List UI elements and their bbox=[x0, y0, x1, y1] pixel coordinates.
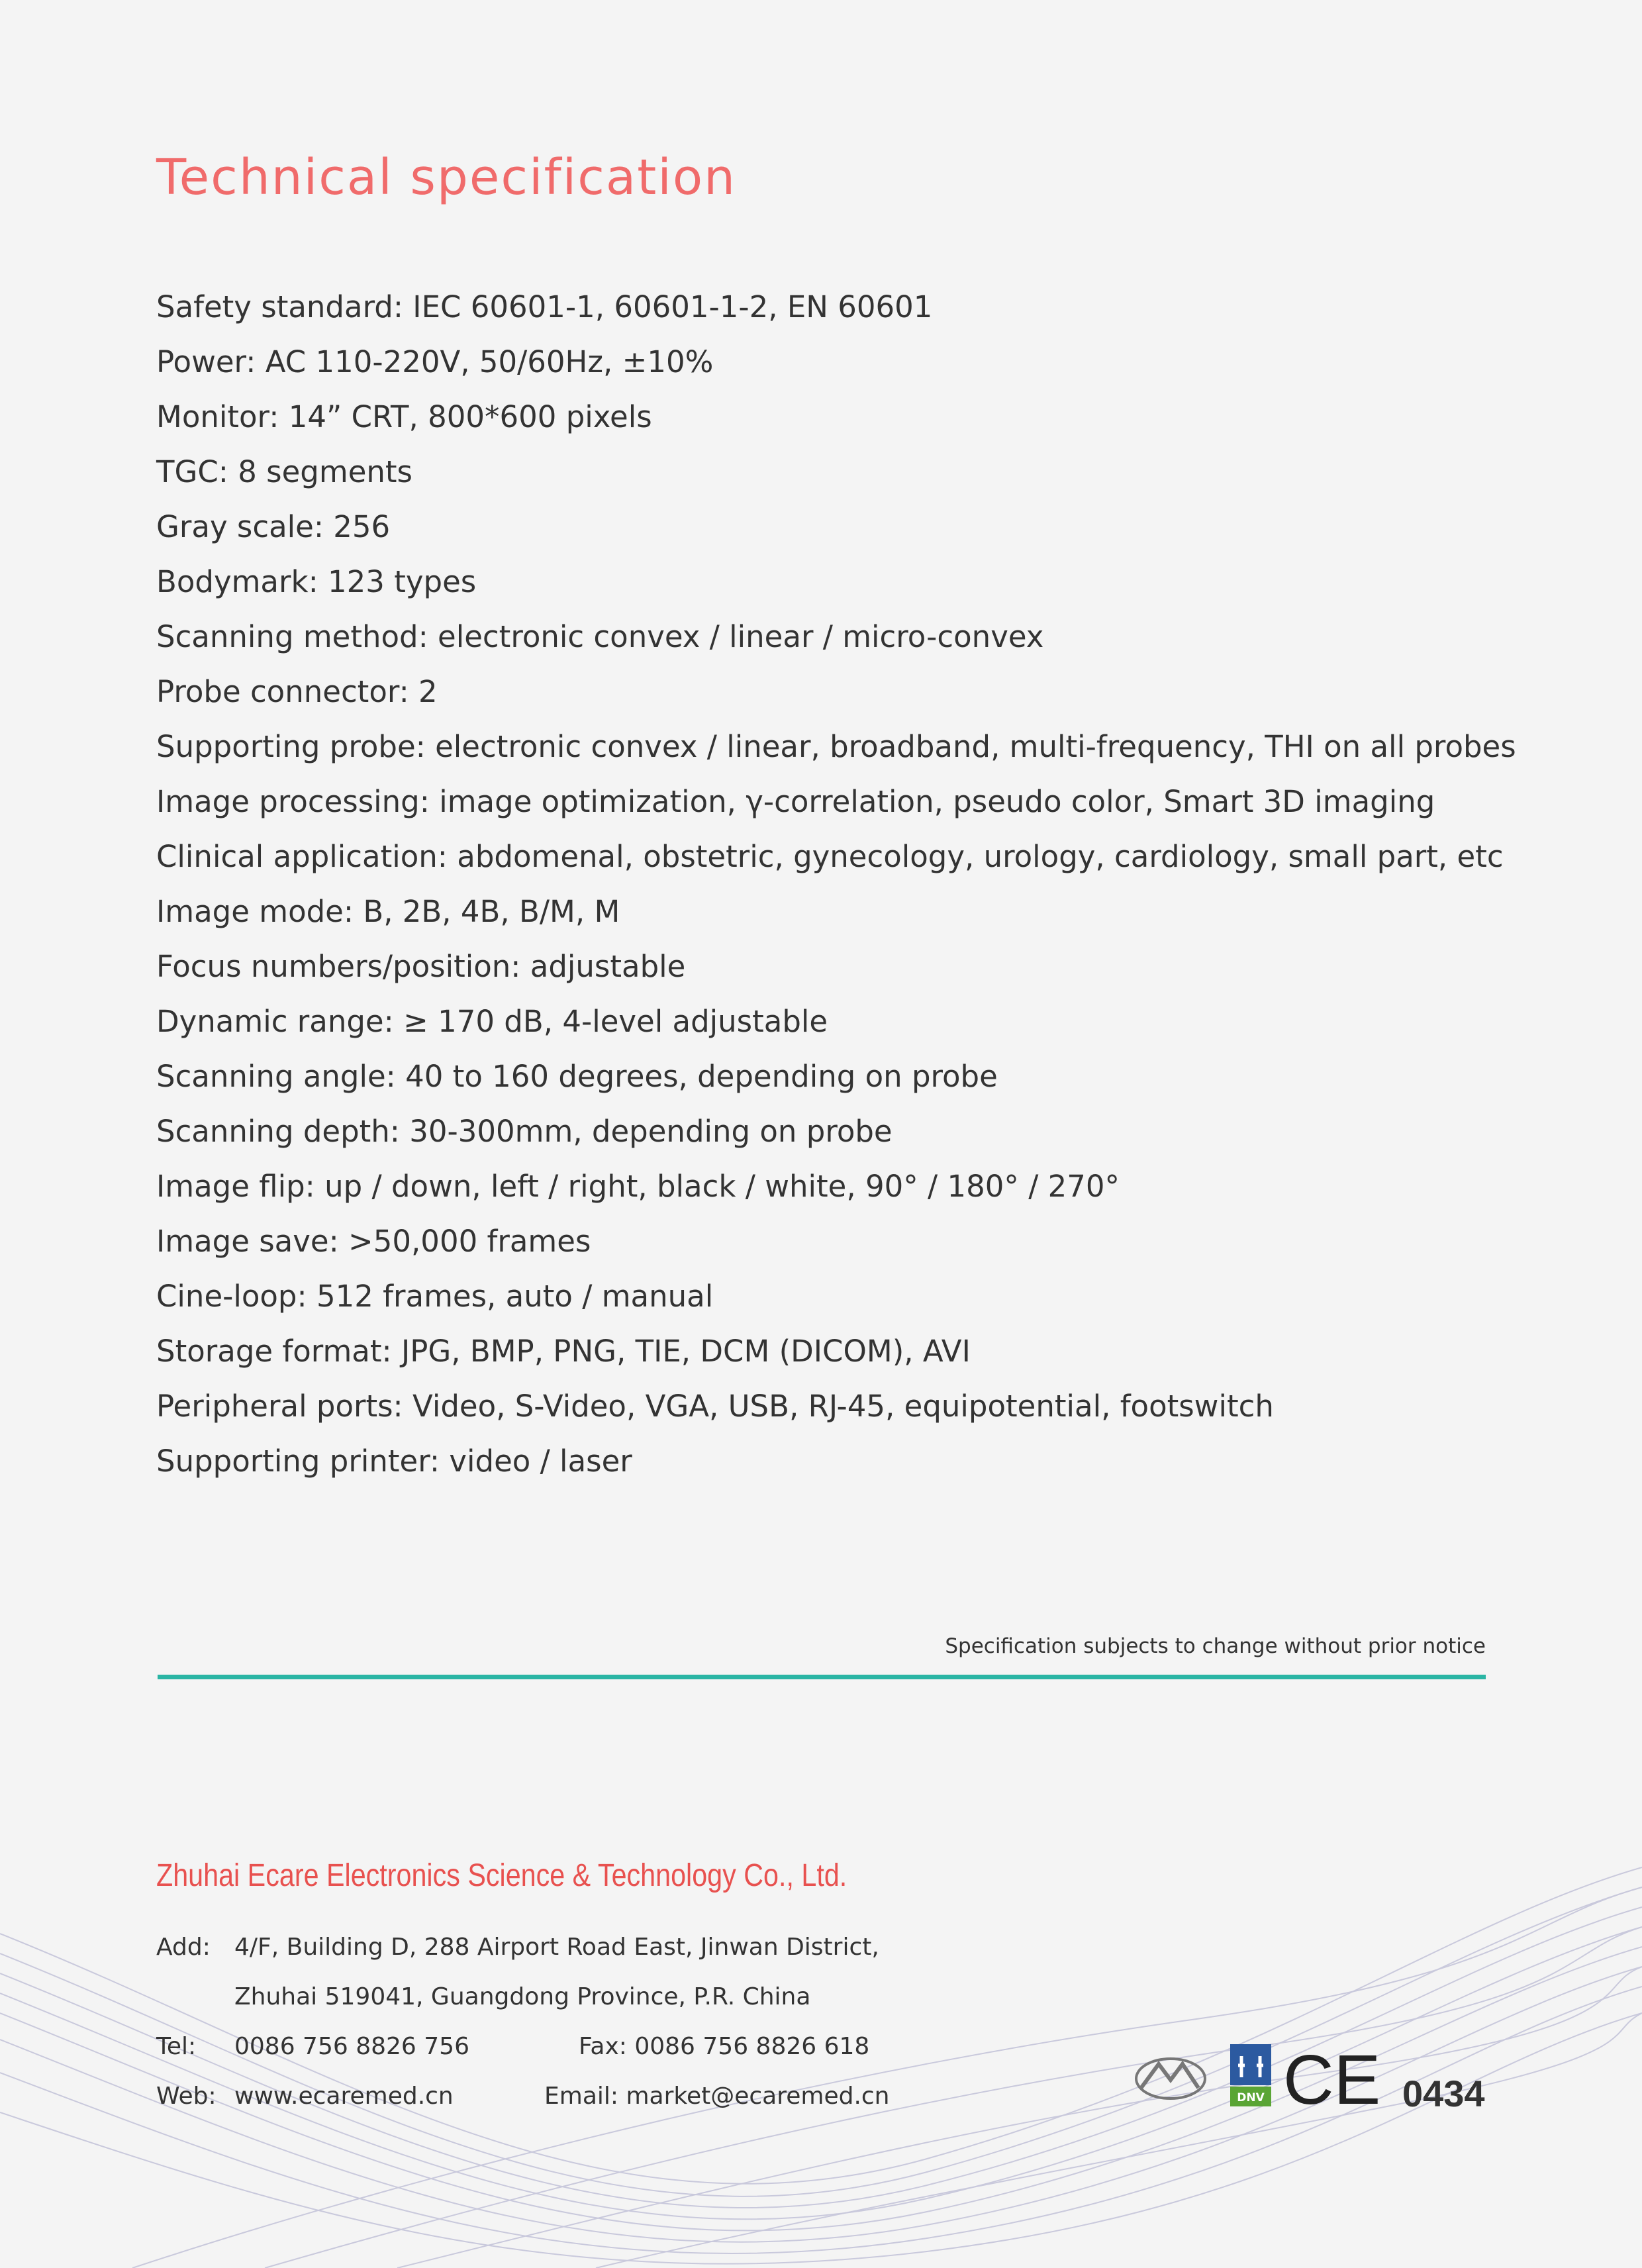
spec-item: Image mode: B, 2B, 4B, B/M, M bbox=[156, 894, 620, 929]
fax-number: Fax: 0086 756 8826 618 bbox=[579, 2033, 870, 2060]
tel-label: Tel: bbox=[156, 2033, 197, 2060]
spec-item: Clinical application: abdomenal, obstetric, gynecology, urology, cardiology, small part, etc bbox=[156, 839, 1504, 874]
spec-item: Peripheral ports: Video, S-Video, VGA, USB, RJ-45, equipotential, footswitch bbox=[156, 1389, 1274, 1424]
certification-logos bbox=[1132, 2036, 1490, 2116]
spec-item: Scanning method: electronic convex / linear / micro-convex bbox=[156, 619, 1044, 654]
spec-item: Storage format: JPG, BMP, PNG, TIE, DCM (DICOM), AVI bbox=[156, 1334, 971, 1369]
company-name: Zhuhai Ecare Electronics Science & Technology Co., Ltd. bbox=[156, 1858, 847, 1893]
address-line-1: 4/F, Building D, 288 Airport Road East, Jinwan District, bbox=[234, 1934, 879, 1961]
spec-item: Probe connector: 2 bbox=[156, 674, 438, 709]
address-row-2 bbox=[156, 1983, 810, 2010]
ce-mark-icon bbox=[1283, 2041, 1485, 2116]
svg-text:CE: CE bbox=[1283, 2041, 1381, 2116]
spec-item: Bodymark: 123 types bbox=[156, 564, 477, 599]
spec-item: Image save: >50,000 frames bbox=[156, 1224, 591, 1259]
address-row bbox=[156, 1934, 879, 1961]
spec-item: Supporting printer: video / laser bbox=[156, 1444, 632, 1479]
spec-item: Supporting probe: electronic convex / linear, broadband, multi-frequency, THI on all probes bbox=[156, 729, 1516, 764]
divider-line bbox=[158, 1675, 1486, 1679]
spec-item: Focus numbers/position: adjustable bbox=[156, 949, 686, 984]
spec-item: Scanning angle: 40 to 160 degrees, depending on probe bbox=[156, 1059, 998, 1094]
md-certification-icon bbox=[1136, 2059, 1205, 2098]
spec-item: Gray scale: 256 bbox=[156, 509, 391, 544]
spec-list bbox=[156, 279, 1516, 1489]
spec-item: Scanning depth: 30-300mm, depending on probe bbox=[156, 1114, 893, 1149]
page-title: Technical specification bbox=[156, 149, 737, 206]
email-address[interactable]: Email: market@ecaremed.cn bbox=[544, 2083, 890, 2110]
address-line-2: Zhuhai 519041, Guangdong Province, P.R. China bbox=[234, 1983, 811, 2010]
spec-item: Safety standard: IEC 60601-1, 60601-1-2, EN 60601 bbox=[156, 289, 933, 324]
ce-number: 0434 bbox=[1402, 2073, 1485, 2114]
tel-number: 0086 756 8826 756 bbox=[234, 2033, 469, 2060]
web-row bbox=[156, 2083, 454, 2110]
website-link[interactable]: www.ecaremed.cn bbox=[234, 2083, 454, 2110]
spec-item: Image flip: up / down, left / right, black / white, 90° / 180° / 270° bbox=[156, 1169, 1120, 1204]
spec-item: Cine-loop: 512 frames, auto / manual bbox=[156, 1279, 714, 1314]
spec-item: Power: AC 110-220V, 50/60Hz, ±10% bbox=[156, 344, 714, 379]
address-label: Add: bbox=[156, 1934, 211, 1961]
spec-item: Monitor: 14” CRT, 800*600 pixels bbox=[156, 399, 652, 434]
phone-row bbox=[156, 2033, 469, 2060]
web-label: Web: bbox=[156, 2083, 217, 2110]
spec-item: Image processing: image optimization, γ-correlation, pseudo color, Smart 3D imaging bbox=[156, 784, 1435, 819]
dnv-certification-icon bbox=[1230, 2044, 1271, 2106]
spec-item: Dynamic range: ≥ 170 dB, 4-level adjustable bbox=[156, 1004, 828, 1039]
change-notice: Specification subjects to change without prior notice bbox=[945, 1634, 1486, 1658]
dnv-label: DNV bbox=[1237, 2091, 1265, 2104]
spec-item: TGC: 8 segments bbox=[156, 454, 413, 489]
